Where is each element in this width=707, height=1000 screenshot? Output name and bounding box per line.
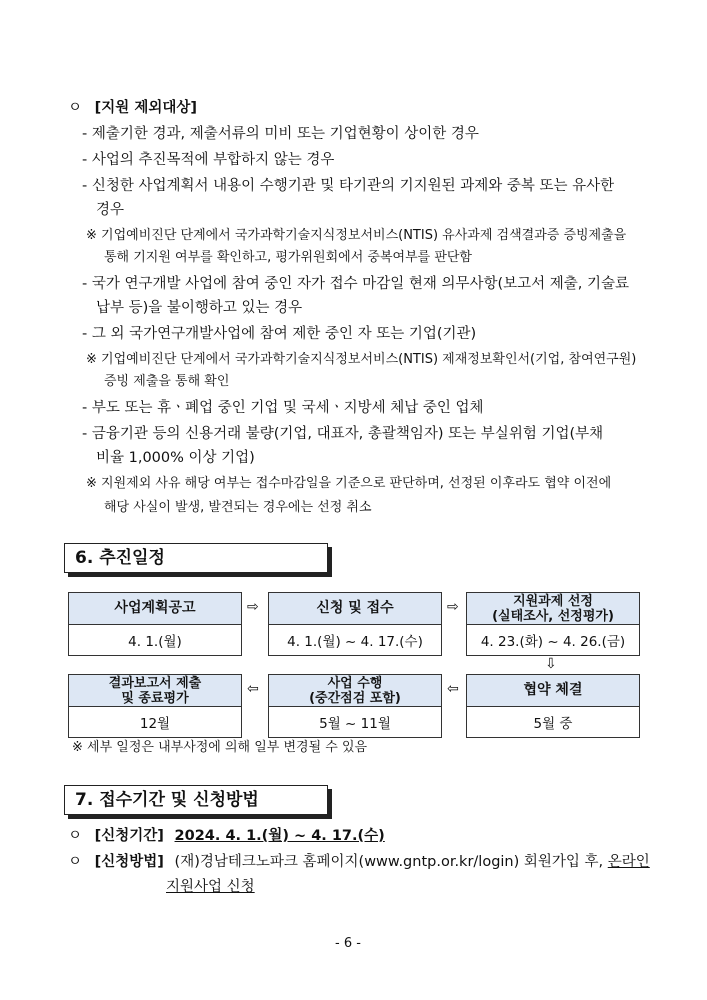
schedule-step-selection [466,592,640,656]
step-date: 12월 [139,716,171,732]
step-date: 4. 1.(월) [128,634,182,650]
step-date: 4. 1.(월) ~ 4. 17.(수) [287,634,423,650]
exclusion-header-label: [지원 제외대상] [94,100,197,116]
application-period [68,826,385,846]
method-label: [신청방법] [94,854,164,870]
step-date: 4. 23.(화) ~ 4. 26.(금) [480,634,626,650]
section-7-title: 7. 접수기간 및 신청방법 [64,785,328,815]
step-title: 결과보고서 제출 및 종료평가 [69,675,241,707]
exclusion-note: ※ 기업예비진단 단계에서 국가과학기술지식정보서비스(NTIS) 유사과제 검색결과증 증빙제출을 [86,228,627,243]
schedule-step-application [268,592,442,656]
bullet: ㅇ [68,828,83,844]
step-date: 5월 중 [533,716,573,732]
step-date: 5월 ~ 11월 [319,716,391,732]
schedule-note: ※ 세부 일정은 내부사정에 의해 일부 변경될 수 있음 [72,740,368,755]
bullet: ㅇ [68,100,83,116]
arrow-left-icon: ⇦ [247,681,259,697]
exclusion-line: - 제출기한 경과, 제출서류의 미비 또는 기업현황이 상이한 경우 [82,126,479,142]
period-label: [신청기간] [94,828,164,844]
exclusion-line: - 신청한 사업계획서 내용이 수행기관 및 타기관의 기지원된 과제와 중복 또는 유사한 [82,178,615,194]
exclusion-line: 경우 [96,202,125,218]
exclusion-line: - 그 외 국가연구개발사업에 참여 제한 중인 자 또는 기업(기관) [82,326,477,342]
step-title: 사업계획공고 [69,593,241,625]
period-value: 2024. 4. 1.(월) ~ 4. 17.(수) [174,828,385,844]
schedule-step-announcement [68,592,242,656]
exclusion-note: ※ 기업예비진단 단계에서 국가과학기술지식정보서비스(NTIS) 제재정보확인서(기업, 참여연구원) [86,352,637,367]
arrow-down-icon: ⇩ [545,656,557,672]
section-6-title: 6. 추진일정 [64,543,328,573]
step-title: 협약 체결 [467,675,639,707]
step-title: 신청 및 접수 [269,593,441,625]
step-title: 사업 수행 (중간점검 포함) [269,675,441,707]
exclusion-line: 비율 1,000% 이상 기업) [96,450,255,466]
exclusion-line: 납부 등)을 불이행하고 있는 경우 [96,300,303,316]
method-online: 온라인 [607,854,650,870]
schedule-step-agreement [466,674,640,738]
application-method [68,852,650,872]
arrow-right-icon: ⇨ [447,599,459,615]
arrow-right-icon: ⇨ [247,599,259,615]
step-title: 지원과제 선정 (실태조사, 선정평가) [467,593,639,625]
method-text: (재)경남테크노파크 홈페이지(www.gntp.or.kr/login) 회원가입 후, [174,854,608,870]
exclusion-line: - 사업의 추진목적에 부합하지 않는 경우 [82,152,335,168]
arrow-left-icon: ⇦ [447,681,459,697]
page-number: - 6 - [335,936,361,951]
bullet: ㅇ [68,854,83,870]
exclusion-note: 증빙 제출을 통해 확인 [104,374,230,389]
exclusion-line: - 금융기관 등의 신용거래 불량(기업, 대표자, 총괄책임자) 또는 부실위험 기업(부채 [82,426,604,442]
exclusion-note: ※ 지원제외 사유 해당 여부는 접수마감일을 기준으로 판단하며, 선정된 이후라도 협약 이전에 [86,476,612,491]
exclusion-note: 해당 사실이 발생, 발견되는 경우에는 선정 취소 [104,500,372,515]
schedule-step-execution [268,674,442,738]
exclusion-header [68,98,197,118]
exclusion-note: 통해 기지원 여부를 확인하고, 평가위원회에서 중복여부를 판단함 [104,250,472,265]
exclusion-line: - 국가 연구개발 사업에 참여 중인 자가 접수 마감일 현재 의무사항(보고서 제출, 기술료 [82,276,630,292]
schedule-step-final-report [68,674,242,738]
exclusion-line: - 부도 또는 휴ㆍ폐업 중인 기업 및 국세ㆍ지방세 체납 중인 업체 [82,400,484,416]
method-text-continued: 지원사업 신청 [166,879,255,895]
